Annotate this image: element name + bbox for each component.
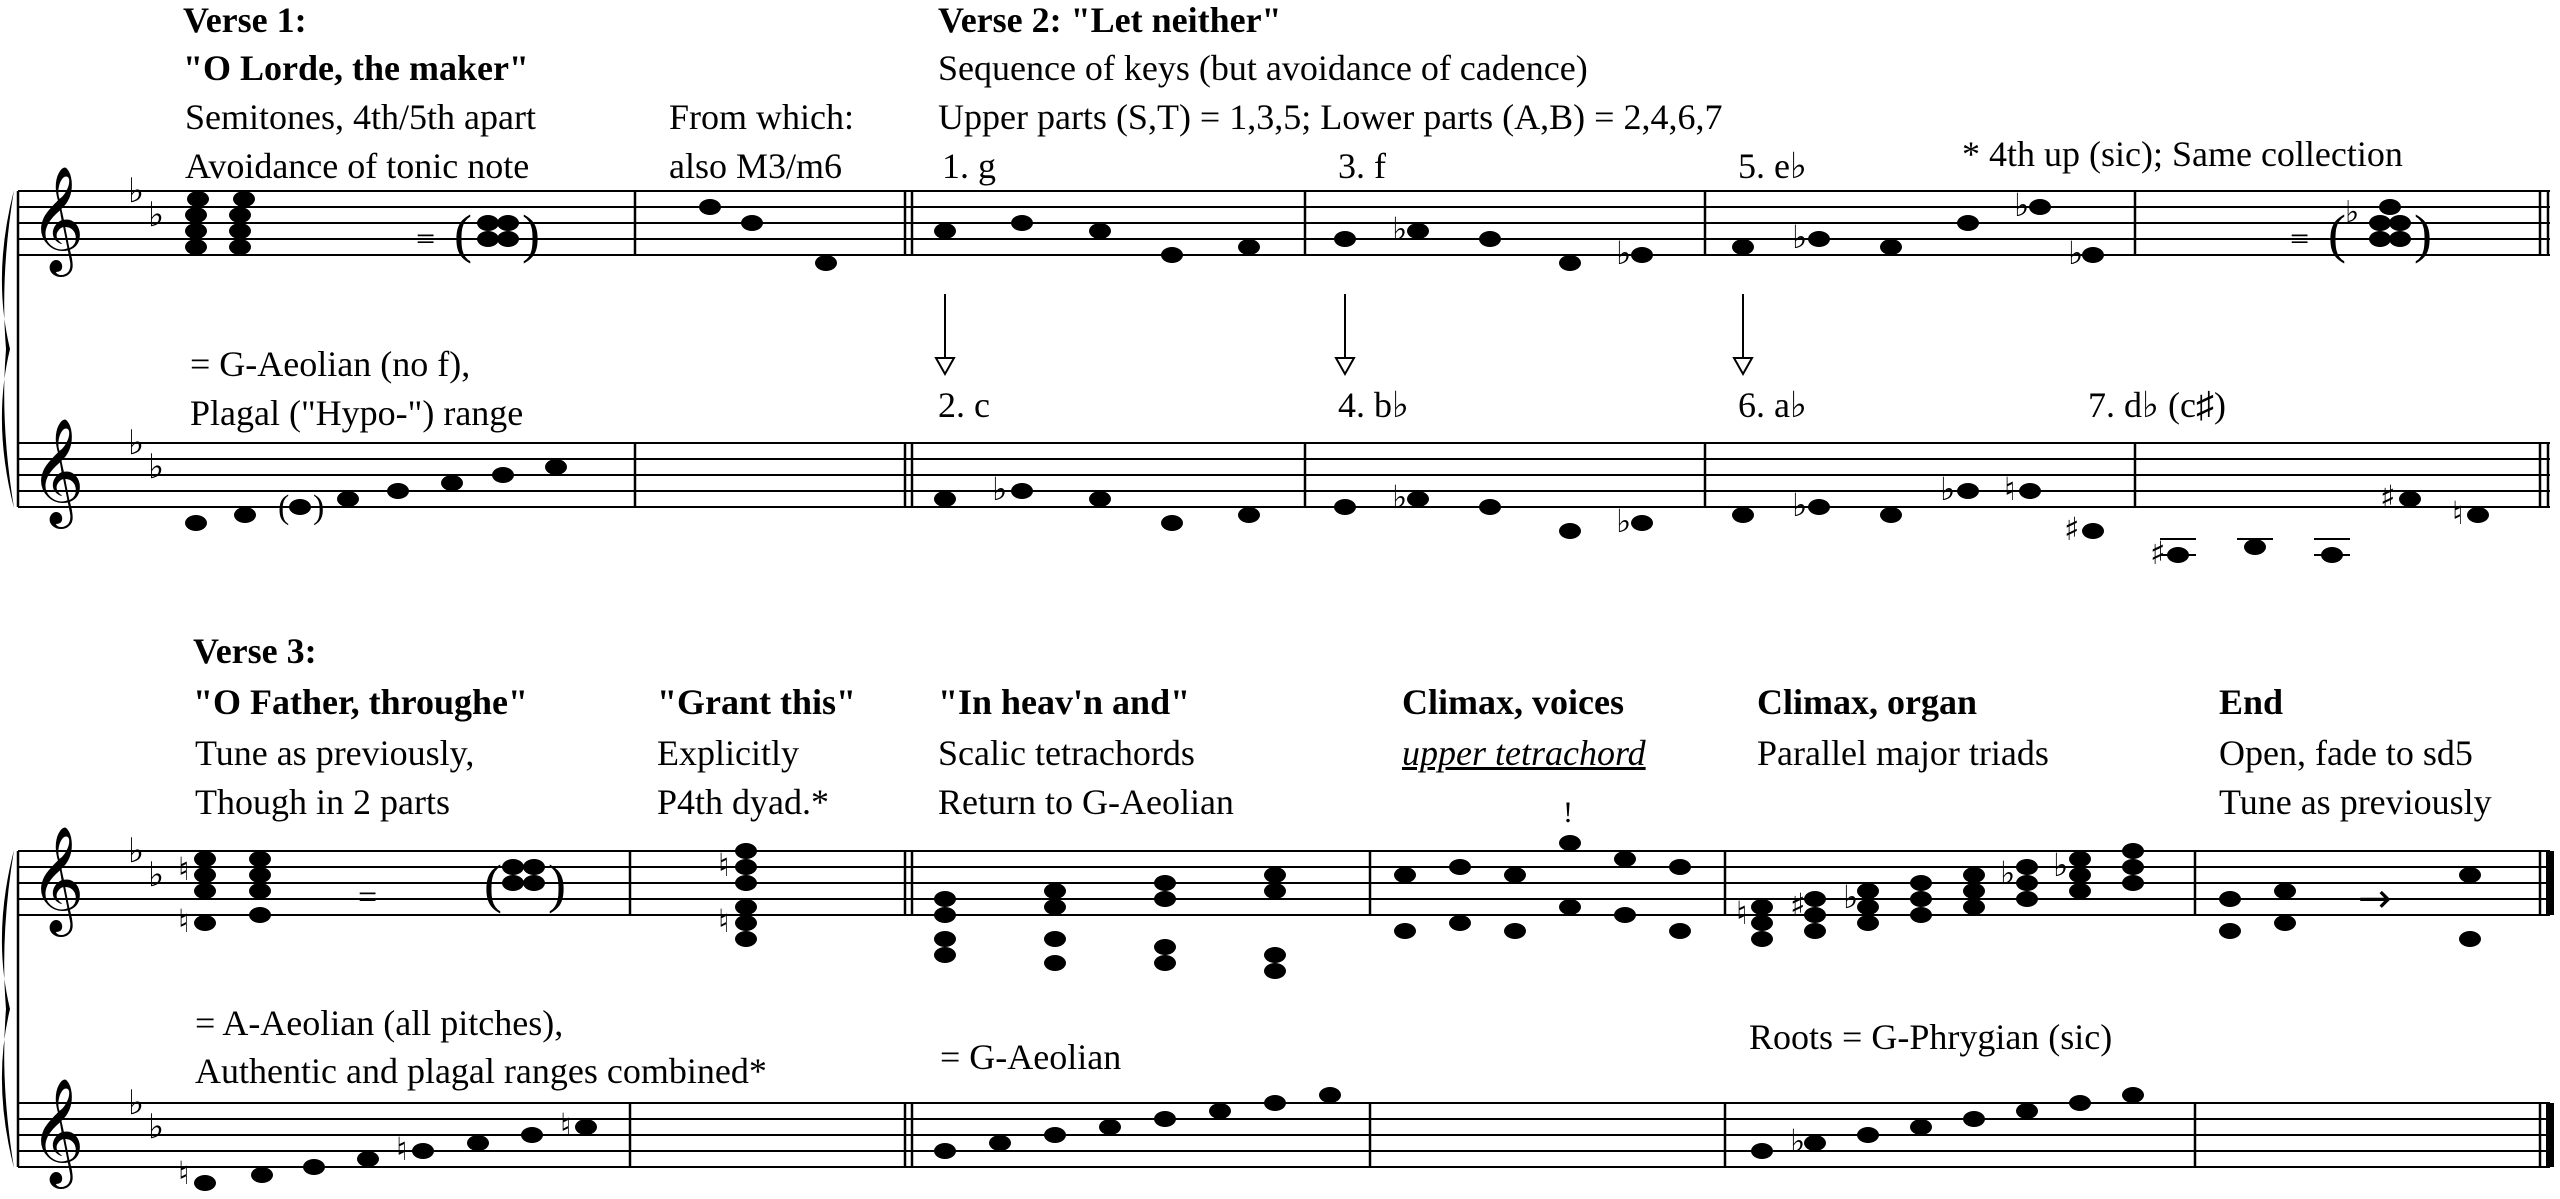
- final-barline: [2546, 851, 2554, 915]
- key-signature-flats: [128, 171, 164, 487]
- climax-organ-line1: Parallel major triads: [1757, 733, 2049, 773]
- end-notes: [2219, 867, 2481, 947]
- svg-text:♯: ♯: [2380, 478, 2396, 516]
- grant-title: "Grant this": [657, 682, 856, 722]
- verse3-title: "O Father, throughe": [193, 682, 528, 722]
- svg-text:♭: ♭: [2345, 195, 2360, 230]
- verse2-note: * 4th up (sic); Same collection: [1962, 134, 2403, 174]
- key-signature-flats: [128, 831, 164, 1147]
- svg-text:): ): [2414, 204, 2432, 264]
- verse1-line1: Semitones, 4th/5th apart: [185, 97, 536, 137]
- svg-text:♮: ♮: [396, 1130, 408, 1168]
- end-line1: Open, fade to sd5: [2219, 733, 2473, 773]
- treble-clef-icon: 𝄞: [30, 417, 85, 524]
- grant-line1: Explicitly: [657, 733, 799, 773]
- svg-text:♭: ♭: [1940, 470, 1956, 508]
- svg-text:♭: ♭: [2068, 234, 2084, 272]
- svg-text:♭: ♭: [148, 1107, 165, 1147]
- svg-text:♭: ♭: [1790, 1122, 1806, 1160]
- svg-text:♭: ♭: [128, 423, 145, 463]
- svg-text:♭: ♭: [1616, 502, 1632, 540]
- verse1-lower-line2: Plagal ("Hypo-") range: [190, 393, 524, 433]
- svg-text:♮: ♮: [718, 846, 730, 884]
- svg-text:♮: ♮: [178, 1154, 190, 1192]
- svg-text:♭: ♭: [2053, 846, 2069, 884]
- svg-text:♭: ♭: [1792, 486, 1808, 524]
- end-title: End: [2219, 682, 2284, 722]
- svg-text:♯: ♯: [1790, 886, 1806, 924]
- equals-sign: =: [358, 879, 378, 916]
- svg-text:(: (: [454, 204, 472, 264]
- treble-clef-icon: 𝄞: [30, 825, 85, 932]
- end-line2: Tune as previously: [2219, 782, 2492, 822]
- notes-verse2-lower: [934, 483, 2489, 563]
- svg-text:(: (: [484, 854, 502, 914]
- svg-text:♭: ♭: [148, 447, 165, 487]
- heaven-title: "In heav'n and": [938, 682, 1191, 722]
- notes-verse1-lower: [185, 459, 567, 531]
- svg-text:♭: ♭: [148, 855, 165, 895]
- from-which-line2: also M3/m6: [669, 146, 843, 186]
- verse3-lower-line1: = A-Aeolian (all pitches),: [195, 1003, 564, 1043]
- svg-text:♭: ♭: [128, 171, 145, 211]
- arrows-down: [936, 294, 1752, 374]
- key-label-4: 4. b♭: [1338, 385, 1409, 425]
- accidentals-verse2-upper: [1392, 186, 2083, 272]
- svg-text:♭: ♭: [148, 195, 165, 235]
- climax-organ-lower: Roots = G-Phrygian (sic): [1749, 1017, 2113, 1057]
- svg-text:♮: ♮: [178, 902, 190, 940]
- key-label-2: 2. c: [938, 385, 990, 425]
- verse3-line2: Though in 2 parts: [195, 782, 450, 822]
- equals-sign: =: [416, 221, 436, 258]
- notes-verse2-upper: [934, 199, 2104, 271]
- heaven-lower: = G-Aeolian: [940, 1037, 1122, 1077]
- heaven-line1: Scalic tetrachords: [938, 733, 1195, 773]
- staff-1-upper: [18, 191, 2550, 255]
- verse1-heading: Verse 1:: [183, 0, 307, 40]
- staff-2-upper: [18, 851, 2550, 915]
- verse1-title: "O Lorde, the maker": [183, 48, 529, 88]
- climax-organ-title: Climax, organ: [1757, 682, 1977, 722]
- svg-text:♮: ♮: [2452, 494, 2464, 532]
- verse2-line1: Sequence of keys (but avoidance of cadence): [938, 48, 1588, 88]
- final-barline: [2546, 1103, 2554, 1167]
- svg-text:♮: ♮: [2004, 470, 2016, 508]
- from-which-line1: From which:: [669, 97, 854, 137]
- svg-text:♭: ♭: [1843, 878, 1859, 916]
- svg-text:♭: ♭: [992, 470, 1008, 508]
- svg-text:♭: ♭: [2000, 854, 2016, 892]
- svg-text:♮: ♮: [560, 1106, 572, 1144]
- svg-text:(: (: [2328, 204, 2346, 264]
- paren-note: (: [278, 489, 290, 526]
- grant-chord: [735, 843, 757, 947]
- svg-text:♭: ♭: [2014, 186, 2030, 224]
- climax-voices-title: Climax, voices: [1402, 682, 1624, 722]
- verse3-lower-line2: Authentic and plagal ranges combined*: [195, 1051, 767, 1091]
- key-label-7: 7. d♭ (c♯): [2088, 385, 2226, 425]
- svg-text:♭: ♭: [128, 831, 145, 871]
- grant-line2: P4th dyad.*: [657, 782, 830, 822]
- svg-text:): ): [522, 204, 540, 264]
- heaven-line2: Return to G-Aeolian: [938, 782, 1234, 822]
- key-label-5: 5. e♭: [1738, 146, 1807, 186]
- verse3-line1: Tune as previously,: [195, 733, 475, 773]
- key-label-3: 3. f: [1338, 146, 1386, 186]
- system-brace: [2, 190, 14, 508]
- verse1-line2: Avoidance of tonic note: [185, 146, 530, 186]
- key-label-1: 1. g: [942, 146, 996, 186]
- svg-text:): ): [548, 854, 566, 914]
- equals-sign: =: [2290, 221, 2310, 258]
- system-2: [2, 796, 2554, 1192]
- treble-clef-icon: 𝄞: [30, 165, 85, 272]
- svg-text:♯: ♯: [2064, 510, 2080, 548]
- climax-organ-triads: [1751, 843, 2144, 947]
- svg-text:♮: ♮: [718, 902, 730, 940]
- verse3-heading: Verse 3:: [193, 631, 317, 671]
- verse2-line2: Upper parts (S,T) = 1,3,5; Lower parts (A,B) = 2,4,6,7: [938, 97, 1723, 137]
- key-label-6: 6. a♭: [1738, 385, 1807, 425]
- svg-text:♮: ♮: [178, 850, 190, 888]
- svg-text:♯: ♯: [2150, 534, 2166, 572]
- climax-mark: !: [1563, 796, 1573, 829]
- notes-verse1-upper: [185, 191, 837, 271]
- svg-text:♭: ♭: [1792, 218, 1808, 256]
- notes-verse3-upper: [194, 851, 271, 931]
- end-arrow: →: [2358, 876, 2392, 922]
- verse2-heading: Verse 2: "Let neither": [938, 0, 1282, 40]
- treble-clef-icon: 𝄞: [30, 1077, 85, 1184]
- verse1-lower-line1: = G-Aeolian (no f),: [190, 344, 471, 384]
- svg-text:♮: ♮: [1736, 894, 1748, 932]
- accidentals-verse2-lower: [992, 470, 2463, 572]
- bracketed-chord-2: [2328, 195, 2432, 264]
- climax-voices-line1: upper tetrachord: [1402, 733, 1646, 773]
- system-brace: [2, 850, 14, 1168]
- svg-text:♭: ♭: [128, 1083, 145, 1123]
- svg-text:♭: ♭: [1392, 210, 1408, 248]
- svg-text:♭: ♭: [1616, 234, 1632, 272]
- svg-text:♭: ♭: [1392, 478, 1408, 516]
- bracketed-chord-3: [484, 854, 566, 914]
- paren-note: ): [313, 489, 325, 526]
